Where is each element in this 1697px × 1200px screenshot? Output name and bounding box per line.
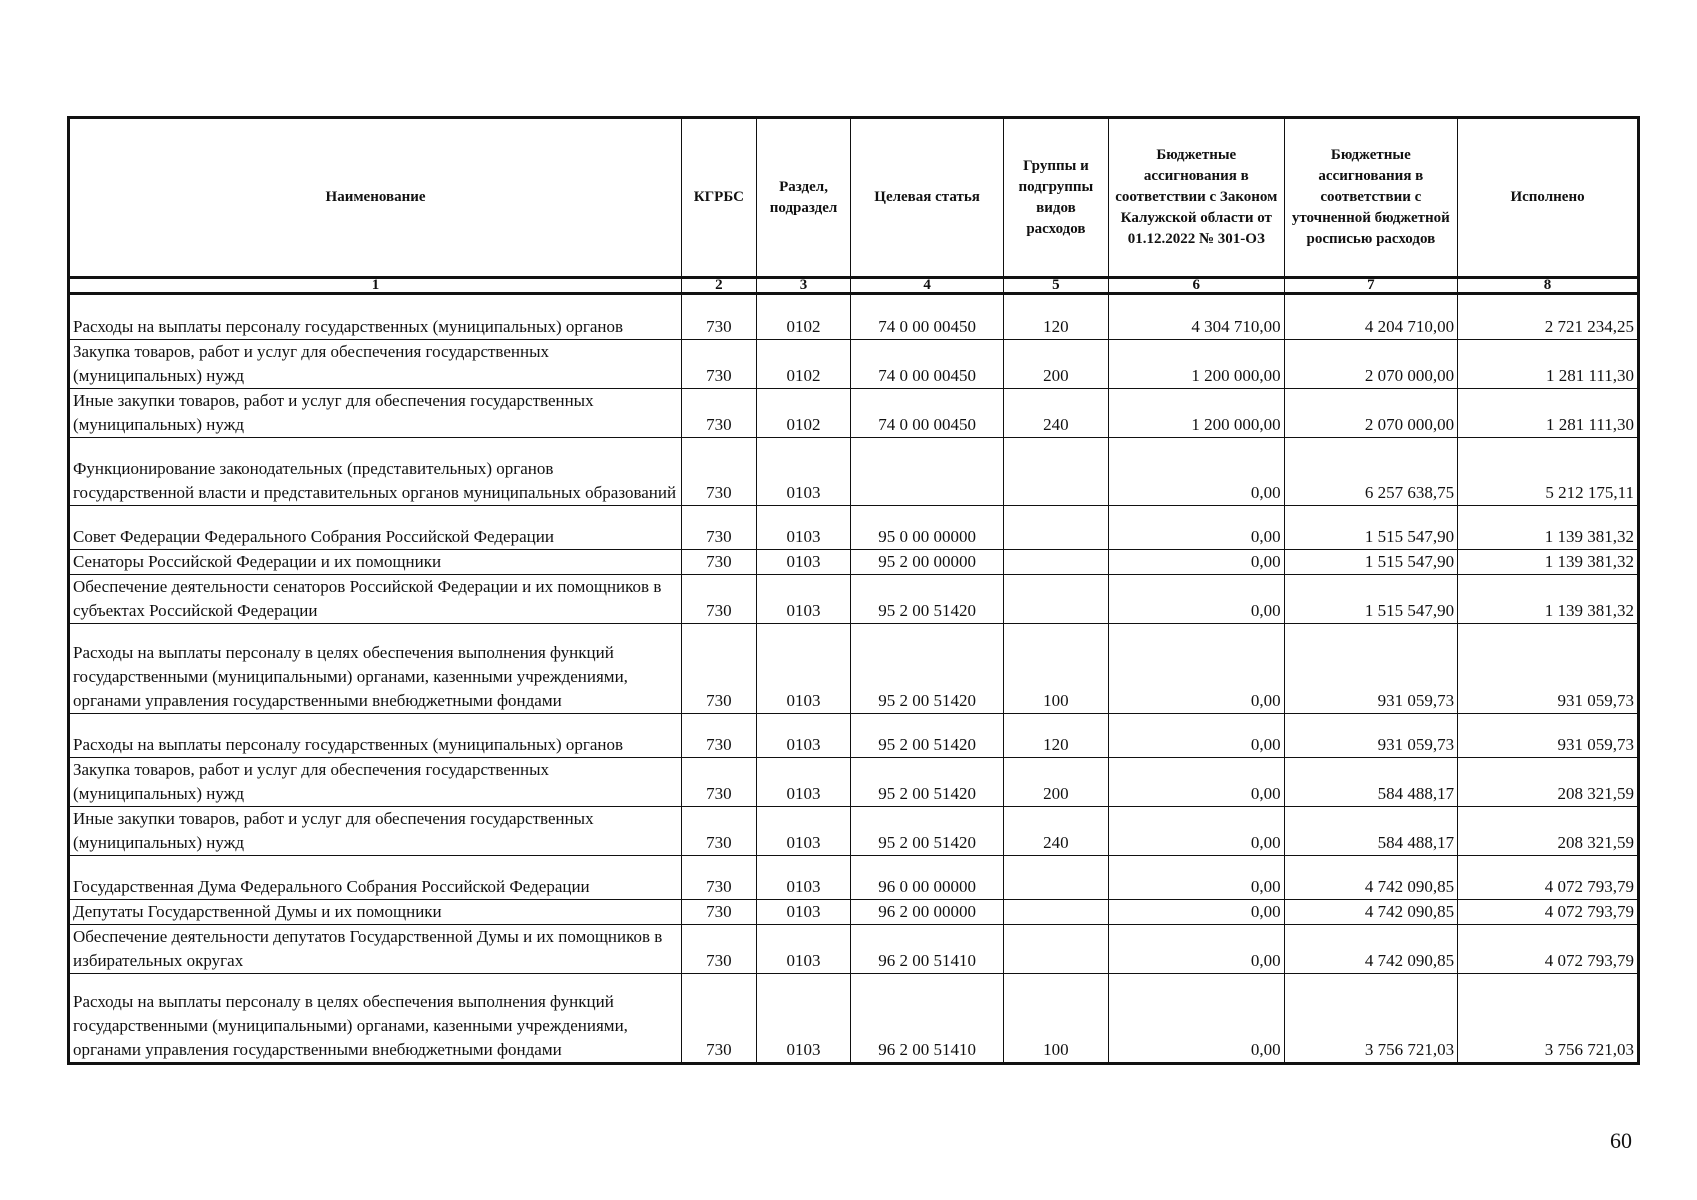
refined-allocation-cell: 931 059,73: [1284, 624, 1458, 714]
law-allocation-cell: 0,00: [1108, 438, 1284, 506]
column-number: 5: [1003, 278, 1108, 294]
law-allocation-cell: 4 304 710,00: [1108, 294, 1284, 340]
row-name-cell: Депутаты Государственной Думы и их помощники: [69, 900, 682, 925]
refined-allocation-cell: 584 488,17: [1284, 807, 1458, 856]
target-article-cell: 96 2 00 51410: [851, 974, 1003, 1064]
header-expense-groups: Группы и подгруппы видов расходов: [1003, 118, 1108, 278]
target-article-cell: 96 0 00 00000: [851, 856, 1003, 900]
section-cell: 0102: [756, 294, 851, 340]
column-number: 2: [682, 278, 757, 294]
executed-cell: 1 139 381,32: [1458, 550, 1639, 575]
expense-group-cell: 120: [1003, 714, 1108, 758]
row-name-cell: Расходы на выплаты персоналу государственных (муниципальных) органов: [69, 714, 682, 758]
refined-allocation-cell: 4 742 090,85: [1284, 925, 1458, 974]
header-target-article: Целевая статья: [851, 118, 1003, 278]
law-allocation-cell: 0,00: [1108, 925, 1284, 974]
header-law-allocations: Бюджетные ассигнования в соответствии с Законом Калужской области от 01.12.2022 № 301-ОЗ: [1108, 118, 1284, 278]
law-allocation-cell: 0,00: [1108, 550, 1284, 575]
target-article-cell: 96 2 00 51410: [851, 925, 1003, 974]
executed-cell: 4 072 793,79: [1458, 925, 1639, 974]
row-name-cell: Сенаторы Российской Федерации и их помощники: [69, 550, 682, 575]
column-number: 6: [1108, 278, 1284, 294]
law-allocation-cell: 0,00: [1108, 624, 1284, 714]
executed-cell: 1 281 111,30: [1458, 340, 1639, 389]
target-article-cell: 95 2 00 51420: [851, 807, 1003, 856]
target-article-cell: 74 0 00 00450: [851, 340, 1003, 389]
column-number-row: [69, 278, 1639, 294]
table-row: [69, 294, 1639, 340]
law-allocation-cell: 0,00: [1108, 900, 1284, 925]
expense-group-cell: [1003, 550, 1108, 575]
table-row: [69, 575, 1639, 624]
section-cell: 0103: [756, 575, 851, 624]
expense-group-cell: [1003, 575, 1108, 624]
column-number: 8: [1458, 278, 1639, 294]
header-executed: Исполнено: [1458, 118, 1639, 278]
column-number: 7: [1284, 278, 1458, 294]
row-name-cell: Обеспечение деятельности депутатов Государственной Думы и их помощников в избирательных округах: [69, 925, 682, 974]
executed-cell: 931 059,73: [1458, 714, 1639, 758]
section-cell: 0103: [756, 856, 851, 900]
expense-group-cell: [1003, 900, 1108, 925]
row-name-cell: Расходы на выплаты персоналу государственных (муниципальных) органов: [69, 294, 682, 340]
table-row: [69, 758, 1639, 807]
law-allocation-cell: 0,00: [1108, 575, 1284, 624]
section-cell: 0102: [756, 340, 851, 389]
row-name-cell: Иные закупки товаров, работ и услуг для обеспечения государственных (муниципальных) нужд: [69, 389, 682, 438]
section-cell: 0103: [756, 900, 851, 925]
law-allocation-cell: 0,00: [1108, 856, 1284, 900]
refined-allocation-cell: 3 756 721,03: [1284, 974, 1458, 1064]
section-cell: 0102: [756, 389, 851, 438]
table-row: [69, 506, 1639, 550]
section-cell: 0103: [756, 550, 851, 575]
kgrbs-cell: 730: [682, 389, 757, 438]
executed-cell: 5 212 175,11: [1458, 438, 1639, 506]
refined-allocation-cell: 1 515 547,90: [1284, 506, 1458, 550]
row-name-cell: Обеспечение деятельности сенаторов Российской Федерации и их помощников в субъектах Российской Федерации: [69, 575, 682, 624]
expense-group-cell: [1003, 506, 1108, 550]
kgrbs-cell: 730: [682, 974, 757, 1064]
column-number: 1: [69, 278, 682, 294]
refined-allocation-cell: 1 515 547,90: [1284, 575, 1458, 624]
refined-allocation-cell: 6 257 638,75: [1284, 438, 1458, 506]
expense-group-cell: 120: [1003, 294, 1108, 340]
kgrbs-cell: 730: [682, 340, 757, 389]
target-article-cell: 74 0 00 00450: [851, 389, 1003, 438]
expense-group-cell: [1003, 856, 1108, 900]
kgrbs-cell: 730: [682, 294, 757, 340]
section-cell: 0103: [756, 438, 851, 506]
column-number: 3: [756, 278, 851, 294]
executed-cell: 1 281 111,30: [1458, 389, 1639, 438]
executed-cell: 208 321,59: [1458, 758, 1639, 807]
target-article-cell: 95 2 00 51420: [851, 575, 1003, 624]
section-cell: 0103: [756, 506, 851, 550]
table-row: [69, 900, 1639, 925]
page-number: 60: [1610, 1128, 1632, 1153]
section-cell: 0103: [756, 758, 851, 807]
expense-group-cell: 100: [1003, 974, 1108, 1064]
kgrbs-cell: 730: [682, 758, 757, 807]
executed-cell: 2 721 234,25: [1458, 294, 1639, 340]
kgrbs-cell: 730: [682, 506, 757, 550]
column-number: 4: [851, 278, 1003, 294]
table-row: [69, 807, 1639, 856]
section-cell: 0103: [756, 807, 851, 856]
row-name-cell: Иные закупки товаров, работ и услуг для обеспечения государственных (муниципальных) нужд: [69, 807, 682, 856]
table-row: [69, 925, 1639, 974]
refined-allocation-cell: 4 742 090,85: [1284, 900, 1458, 925]
target-article-cell: 74 0 00 00450: [851, 294, 1003, 340]
expense-group-cell: 200: [1003, 340, 1108, 389]
refined-allocation-cell: 4 742 090,85: [1284, 856, 1458, 900]
expense-group-cell: 200: [1003, 758, 1108, 807]
kgrbs-cell: 730: [682, 438, 757, 506]
refined-allocation-cell: 2 070 000,00: [1284, 340, 1458, 389]
expense-group-cell: 240: [1003, 807, 1108, 856]
row-name-cell: Закупка товаров, работ и услуг для обеспечения государственных (муниципальных) нужд: [69, 758, 682, 807]
law-allocation-cell: 0,00: [1108, 714, 1284, 758]
refined-allocation-cell: 584 488,17: [1284, 758, 1458, 807]
kgrbs-cell: 730: [682, 900, 757, 925]
row-name-cell: Государственная Дума Федерального Собрания Российской Федерации: [69, 856, 682, 900]
expense-group-cell: 240: [1003, 389, 1108, 438]
target-article-cell: 95 2 00 51420: [851, 624, 1003, 714]
refined-allocation-cell: 1 515 547,90: [1284, 550, 1458, 575]
row-name-cell: Закупка товаров, работ и услуг для обеспечения государственных (муниципальных) нужд: [69, 340, 682, 389]
executed-cell: 3 756 721,03: [1458, 974, 1639, 1064]
law-allocation-cell: 0,00: [1108, 506, 1284, 550]
header-section: Раздел, подраздел: [756, 118, 851, 278]
kgrbs-cell: 730: [682, 714, 757, 758]
target-article-cell: 95 2 00 00000: [851, 550, 1003, 575]
target-article-cell: [851, 438, 1003, 506]
executed-cell: 4 072 793,79: [1458, 900, 1639, 925]
executed-cell: 931 059,73: [1458, 624, 1639, 714]
refined-allocation-cell: 931 059,73: [1284, 714, 1458, 758]
table-row: [69, 974, 1639, 1064]
kgrbs-cell: 730: [682, 550, 757, 575]
expense-group-cell: [1003, 925, 1108, 974]
row-name-cell: Расходы на выплаты персоналу в целях обеспечения выполнения функций государственными (муниципальными) органами, казенными учреждениями, органами управления государственными внебюджетными фондами: [69, 974, 682, 1064]
section-cell: 0103: [756, 974, 851, 1064]
target-article-cell: 95 0 00 00000: [851, 506, 1003, 550]
table-row: [69, 856, 1639, 900]
executed-cell: 1 139 381,32: [1458, 506, 1639, 550]
section-cell: 0103: [756, 714, 851, 758]
header-kgrbs: КГРБС: [682, 118, 757, 278]
table-row: [69, 389, 1639, 438]
row-name-cell: Функционирование законодательных (представительных) органов государственной власти и представительных органов муниципальных образований: [69, 438, 682, 506]
kgrbs-cell: 730: [682, 807, 757, 856]
kgrbs-cell: 730: [682, 575, 757, 624]
executed-cell: 208 321,59: [1458, 807, 1639, 856]
expense-group-cell: 100: [1003, 624, 1108, 714]
table-row: [69, 340, 1639, 389]
law-allocation-cell: 1 200 000,00: [1108, 389, 1284, 438]
law-allocation-cell: 0,00: [1108, 807, 1284, 856]
law-allocation-cell: 0,00: [1108, 974, 1284, 1064]
executed-cell: 1 139 381,32: [1458, 575, 1639, 624]
kgrbs-cell: 730: [682, 925, 757, 974]
row-name-cell: Совет Федерации Федерального Собрания Российской Федерации: [69, 506, 682, 550]
table-row: [69, 438, 1639, 506]
table-row: [69, 550, 1639, 575]
section-cell: 0103: [756, 624, 851, 714]
expense-group-cell: [1003, 438, 1108, 506]
table-row: [69, 624, 1639, 714]
target-article-cell: 96 2 00 00000: [851, 900, 1003, 925]
kgrbs-cell: 730: [682, 624, 757, 714]
section-cell: 0103: [756, 925, 851, 974]
header-name: Наименование: [69, 118, 682, 278]
executed-cell: 4 072 793,79: [1458, 856, 1639, 900]
refined-allocation-cell: 4 204 710,00: [1284, 294, 1458, 340]
header-refined-allocations: Бюджетные ассигнования в соответствии с уточненной бюджетной росписью расходов: [1284, 118, 1458, 278]
table-body: [69, 294, 1639, 1064]
refined-allocation-cell: 2 070 000,00: [1284, 389, 1458, 438]
budget-table: [67, 116, 1640, 1065]
law-allocation-cell: 1 200 000,00: [1108, 340, 1284, 389]
table-row: [69, 714, 1639, 758]
law-allocation-cell: 0,00: [1108, 758, 1284, 807]
row-name-cell: Расходы на выплаты персоналу в целях обеспечения выполнения функций государственными (муниципальными) органами, казенными учреждениями, органами управления государственными внебюджетными фондами: [69, 624, 682, 714]
target-article-cell: 95 2 00 51420: [851, 758, 1003, 807]
target-article-cell: 95 2 00 51420: [851, 714, 1003, 758]
header-row: [69, 118, 1639, 278]
kgrbs-cell: 730: [682, 856, 757, 900]
